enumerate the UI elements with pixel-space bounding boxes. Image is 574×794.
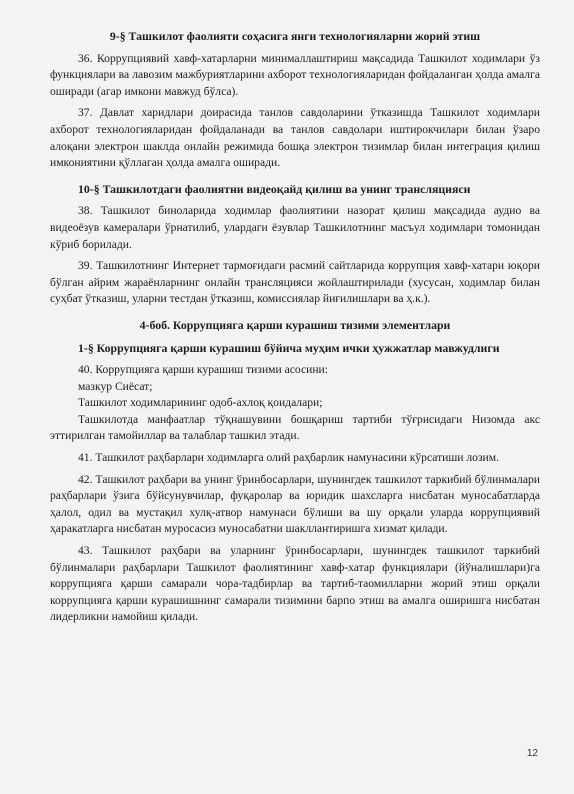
paragraph-40-item-1: мазкур Сиёсат;: [78, 379, 153, 393]
paragraph-38: 38. Ташкилот биноларида ходимлар фаолиятини назорат қилиш мақсадида аудио ва видеоёзув камералари ўрнатилиб, улардаги ёзувлар Ташкилотнинг масъул ходимлари томонидан кўриб борилади.: [50, 204, 540, 251]
paragraph-40: 40. Коррупцияга қарши курашиш тизими асосини:: [78, 363, 328, 377]
paragraph-36: 36. Коррупциявий хавф-хатарларни минималлаштириш мақсадида Ташкилот ходимлари ўз функциялари ва лавозим мажбуриятларини ахборот технологияларидан фойдаланган ҳолда амалга оширади (агар имкони мавжуд бўлса).: [50, 51, 540, 98]
paragraph-37: 37. Давлат харидлари доирасида танлов савдоларини ўтказишда Ташкилот ходимлари ахборот технологияларидан фойдаланади ва танлов савдолари иштирокчилари билан ўзаро алоқани электрон шаклда онлайн режимида бошқа электрон тизимлар билан интеграция қилиш имкониятини қўллаган ҳолда амалга оширади.: [50, 106, 540, 170]
paragraph-43: 43. Ташкилот раҳбари ва уларнинг ўринбосарлари, шунингдек ташкилот таркибий бўлинмалари раҳбарлари Ташкилот фаолиятининг хавф-хатар функциялари (йўналишлари)га коррупцияга қарши самарали чора-тадбирлар ва тартиб-таомилларни жорий этиш орқали коррупцияга қарши курашишнинг самарали тизимини барпо этиш ва амалга оширишга нисбатан лидерликни намойиш қилади.: [50, 544, 540, 624]
paragraph-40-item-3: Ташкилотда манфаатлар тўқнашувини бошқариш тартиби тўғрисидаги Низомда акс эттирилган тамойиллар ва талаблар ташкил этади.: [50, 412, 540, 443]
chapter-heading-4: 4-боб. Коррупцияга қарши курашиш тизими элементлари: [139, 317, 451, 332]
paragraph-39: 39. Ташкилотнинг Интернет тармоғидаги расмий сайтларида коррупция хавф-хатари юқори бўлган айрим жараёнларнинг онлайн трансляцияси жойлаштирилади (хусусан, ходимлар билан суҳбат ўтказиш, уларни тестдан ўтказиш, комиссиялар йиғилишлари ва ҳ.к.).: [50, 259, 540, 306]
paragraph-42: 42. Ташкилот раҳбари ва унинг ўринбосарлари, шунингдек ташкилот таркибий бўлинмалари раҳбарлари ўзига бўйсунувчилар, фуқаролар ва юридик шахсларга нисбатан муносабатларда ҳалол, одил ва мустақил хулқ-атвор намунаси бўлиши ва шу орқали уларда коррупциявий ҳаракатларга нисбатан муросасиз муносабатни шакллантиришга хизмат қилади.: [50, 472, 540, 536]
paragraph-40-item-2: Ташкилот ходимларининг одоб-ахлоқ қоидалари;: [78, 396, 323, 410]
section-heading-1: 1-§ Коррупцияга қарши курашиш бўйича муҳим ички ҳужжатлар мавжудлиги: [78, 340, 500, 355]
page-number: 12: [526, 748, 538, 759]
section-heading-9: 9-§ Ташкилот фаолияти соҳасига янги технологияларни жорий этиш: [109, 29, 481, 43]
paragraph-41: 41. Ташкилот раҳбарлари ходимларга олий раҳбарлик намунасини кўрсатиши лозим.: [78, 451, 499, 465]
document-body: [50, 28, 540, 631]
section-heading-10: 10-§ Ташкилотдаги фаолиятни видеоқайд қилиш ва унинг трансляцияси: [78, 181, 471, 196]
